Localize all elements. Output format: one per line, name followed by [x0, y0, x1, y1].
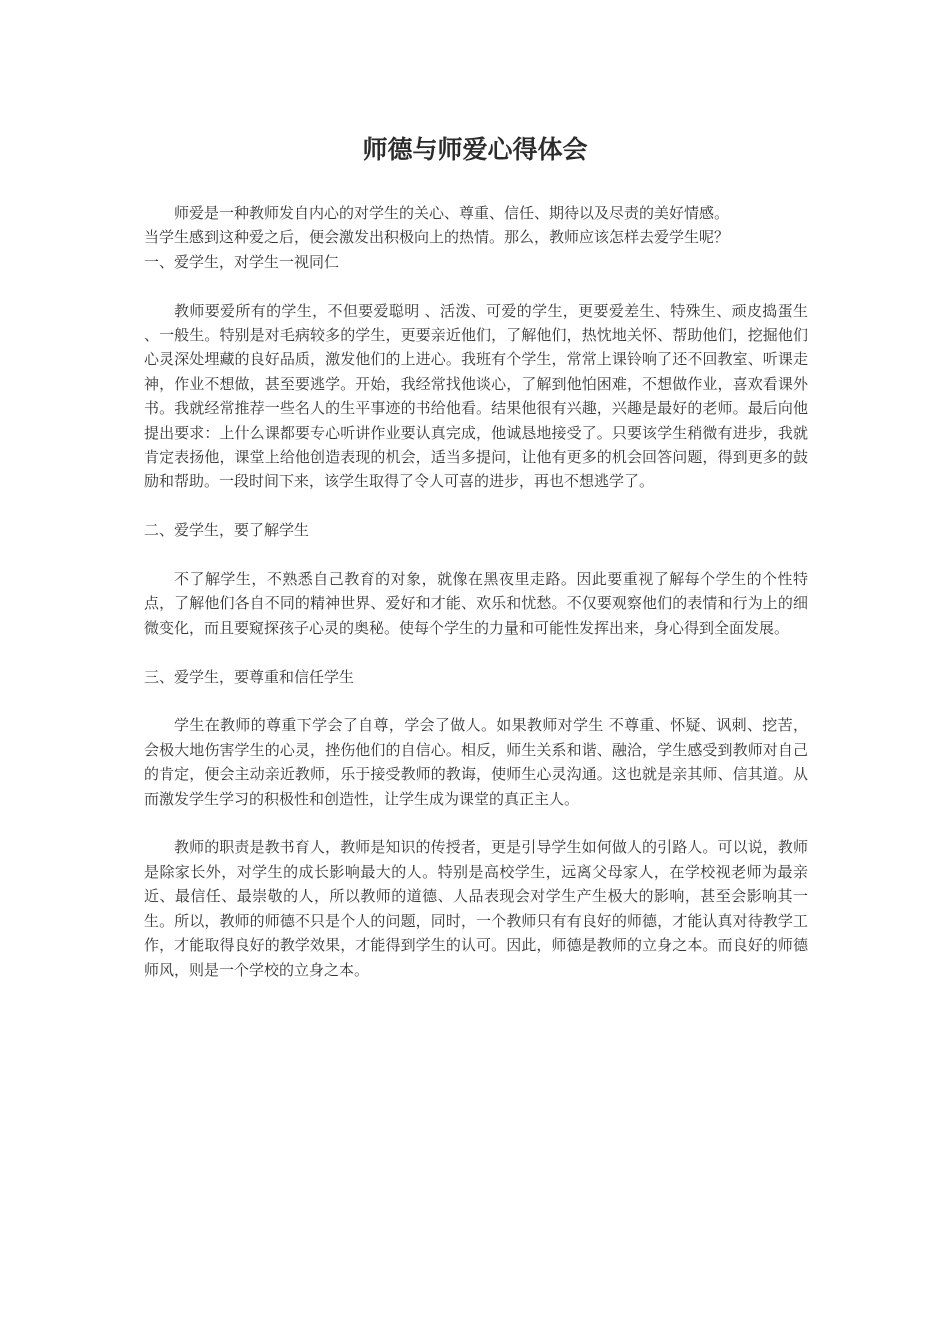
- spacer: [144, 640, 808, 664]
- document-title: 师德与师爱心得体会: [362, 135, 588, 164]
- section-heading-1: 一、爱学生，对学生一视同仁: [144, 252, 340, 271]
- body-paragraph-4: 教师的职责是教书育人，教师是知识的传授者，更是引导学生如何做人的引路人。可以说，教师是除家长外，对学生的成长影响最大的人。特别是高校学生，远离父母家人，在学校视老师为最亲近、最信任、最崇敬的人，所以教师的道德、人品表现会对学生产生极大的影响，甚至会影响其一生。所以，教师的师德不只是个人的问题，同时，一个教师只有有良好的师德，才能认真对待教学工作，才能取得良好的教学效果，才能得到学生的认可。因此，师德是教师的立身之本。而良好的师德师风，则是一个学校的立身之本。: [144, 838, 808, 979]
- intro-line-2: 当学生感到这种爱之后，便会激发出积极向上的热情。那么，教师应该怎样去爱学生呢？: [144, 228, 730, 247]
- spacer: [144, 494, 808, 518]
- body-paragraph-3: 学生在教师的尊重下学会了自尊，学会了做人。如果教师对学生 不尊重、怀疑、讽刺、挖苦，会极大地伤害学生的心灵，挫伤他们的自信心。相反，师生关系和谐、融洽，学生感受到教师对自己的肯定，便会主动亲近教师，乐于接受教师的教诲，使师生心灵沟通。这也就是亲其师、信其道。从而激发学生学习的积极性和创造性，让学生成为课堂的真正主人。: [144, 716, 808, 808]
- body-paragraph-1: 教师要爱所有的学生，不但要爱聪明 、活泼、可爱的学生，更要爱差生、特殊生、顽皮捣蛋生 、一般生。特别是对毛病较多的学生，更要亲近他们，了解他们，热忱地关怀、帮助他们，挖掘他们心灵深处埋藏的良好品质，激发他们的上进心。我班有个学生，常常上课铃响了还不回教室、听课走神，作业不想做，甚至要逃学。开始，我经常找他谈心，了解到他怕困难，不想做作业，喜欢看课外书。我就经常推荐一些名人的生平事迹的书给他看。结果他很有兴趣，兴趣是最好的老师。最后向他提出要求：上什么课都要专心听讲作业要认真完成，他诚恳地接受了。只要该学生稍微有进步，我就肯定表扬他，课堂上给他创造表现的机会，适当多提问，让他有更多的机会回答问题，得到更多的鼓励和帮助。一段时间下来，该学生取得了令人可喜的进步，再也不想逃学了。: [144, 301, 808, 491]
- spacer: [144, 274, 808, 298]
- body-paragraph-2: 不了解学生，不熟悉自己教育的对象，就像在黑夜里走路。因此要重视了解每个学生的个性特点，了解他们各自不同的精神世界、爱好和才能、欢乐和忧愁。不仅要观察他们的表情和行为上的细微变化，而且要窥探孩子心灵的奥秘。使每个学生的力量和可能性发挥出来，身心得到全面发展。: [144, 570, 808, 637]
- spacer: [144, 543, 808, 567]
- spacer: [144, 811, 808, 835]
- intro-line-1: 师爱是一种教师发自内心的对学生的关心、尊重、信任、期待以及尽责的美好情感。: [174, 204, 730, 222]
- document-body: [144, 201, 808, 982]
- section-heading-2: 二、爱学生，要了解学生: [144, 521, 310, 540]
- section-heading-3: 三、爱学生，要尊重和信任学生: [144, 667, 355, 686]
- spacer: [144, 689, 808, 713]
